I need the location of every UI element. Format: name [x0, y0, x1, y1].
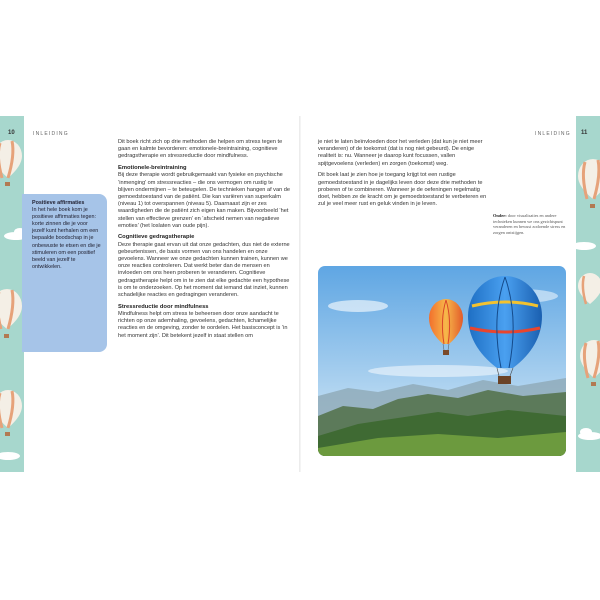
- book-gutter: [299, 116, 301, 472]
- paragraph-book-purpose: Dit boek laat je zien hoe je toegang krijgt tot een rustige gemoedstoestand in je dagelijks leven door deze drie methoden te proberen of te combineren. Wanneer je de oefeningen regelmatig doet, hebben ze de kracht om je gemoedstoestand te verbeteren en zul je veel meer rust en geluk vinden in je leven.: [318, 172, 487, 208]
- heading-emotional-brain-training: Emotionele-breintraining: [118, 165, 187, 172]
- right-edge-balloon-pattern: [576, 116, 600, 472]
- heading-mindfulness: Stressreductie door mindfulness: [118, 303, 209, 310]
- hot-air-balloons-photo: [318, 266, 566, 456]
- paragraph-cbt: Deze therapie gaat ervan uit dat onze gedachten, dus niet de externe gebeurtenissen, de basis vormen van ons handelen en onze gevoelens. Wanneer we onze gedachten kunnen trainen, kunnen we onze reacties controleren. Dat werkt beter dan de mensen en invloeden om ons heen proberen te veranderen. Cognitieve gedragstherapie helpt om in te zien dat elke gedachte een hypothese is om te onderzoeken. Op het moment dat iemand dat inziet, kunnen schadelijke reacties en gedragingen veranderen.: [118, 241, 290, 299]
- intro-paragraph: Dit boek richt zich op drie methoden die helpen om stress tegen te gaan en kalmte bevorderen: emotionele-breintraining, cognitieve gedragstherapie en stressreductie door mindfulness.: [118, 139, 283, 160]
- paragraph-emotional-brain-training: Bij deze therapie wordt gebruikgemaakt van fysieke en psychische ‘inmenging’ om stressreacties – die ons vermogen om rustig te blijven ondermijnen – te beteugelen. De technieken hangen af van de gemoedstoestand van de patiënt. Die kan variëren van superkalm (niveau 1) tot overspannen (niveau 5). Daarnaast zijn er zes waardigheden die de patiënt zich eigen kan maken. Bijvoorbeeld ‘het stellen van effectieve grenzen’ en ‘afscheid nemen van negatieve emoties’ (het loslaten van oude pijn).: [118, 172, 290, 229]
- sidebar-title: Positieve affirmaties: [32, 200, 85, 206]
- paragraph-mindfulness: Mindfulness helpt om stress te beheersen door onze aandacht te richten op onze ademhaling, gevoelens, gedachten, lichamelijke reacties en de omgeving, zonder te oordelen. Het basisconcept is ‘in het moment zijn’. Dit betekent jezelf in staat stellen om: [118, 310, 288, 339]
- heading-cbt: Cognitieve gedragstherapie: [118, 234, 195, 241]
- text-column-1: [118, 139, 290, 344]
- caption-text: door visualisaties en andere technieken kunnen we ons gezichtspunt veranderen en bewust zodoende stress en zorgen ontstijgen.: [493, 213, 566, 235]
- caption-label: Onder:: [493, 213, 507, 218]
- affirmations-sidebar: [22, 194, 107, 352]
- running-head-right: INLEIDING: [535, 131, 571, 137]
- left-edge-balloon-pattern: [0, 116, 24, 472]
- photo-caption: [493, 213, 573, 235]
- sidebar-text: In het hele boek kom je positieve affirmaties tegen: korte zinnen die je voor jezelf kunt herhalen om een bepaalde boodschap in je onbewuste te etsen en die je stimuleren om een positief beeld van jezelf te ontwikkelen.: [32, 207, 101, 270]
- running-head-left: INLEIDING: [33, 131, 69, 137]
- paragraph-continuation: je niet te laten beïnvloeden door het verleden (dat kun je niet meer veranderen) of de toekomst (dat is nog niet gebeurd). De enige realiteit is: nu. Wanneer je daarop kunt focussen, vallen spijtgevoelens (verleden) en zorgen (toekomst) weg.: [318, 139, 483, 167]
- page-number-right: 11: [581, 130, 588, 136]
- page-number-left: 10: [8, 130, 15, 136]
- text-column-2: [318, 139, 488, 213]
